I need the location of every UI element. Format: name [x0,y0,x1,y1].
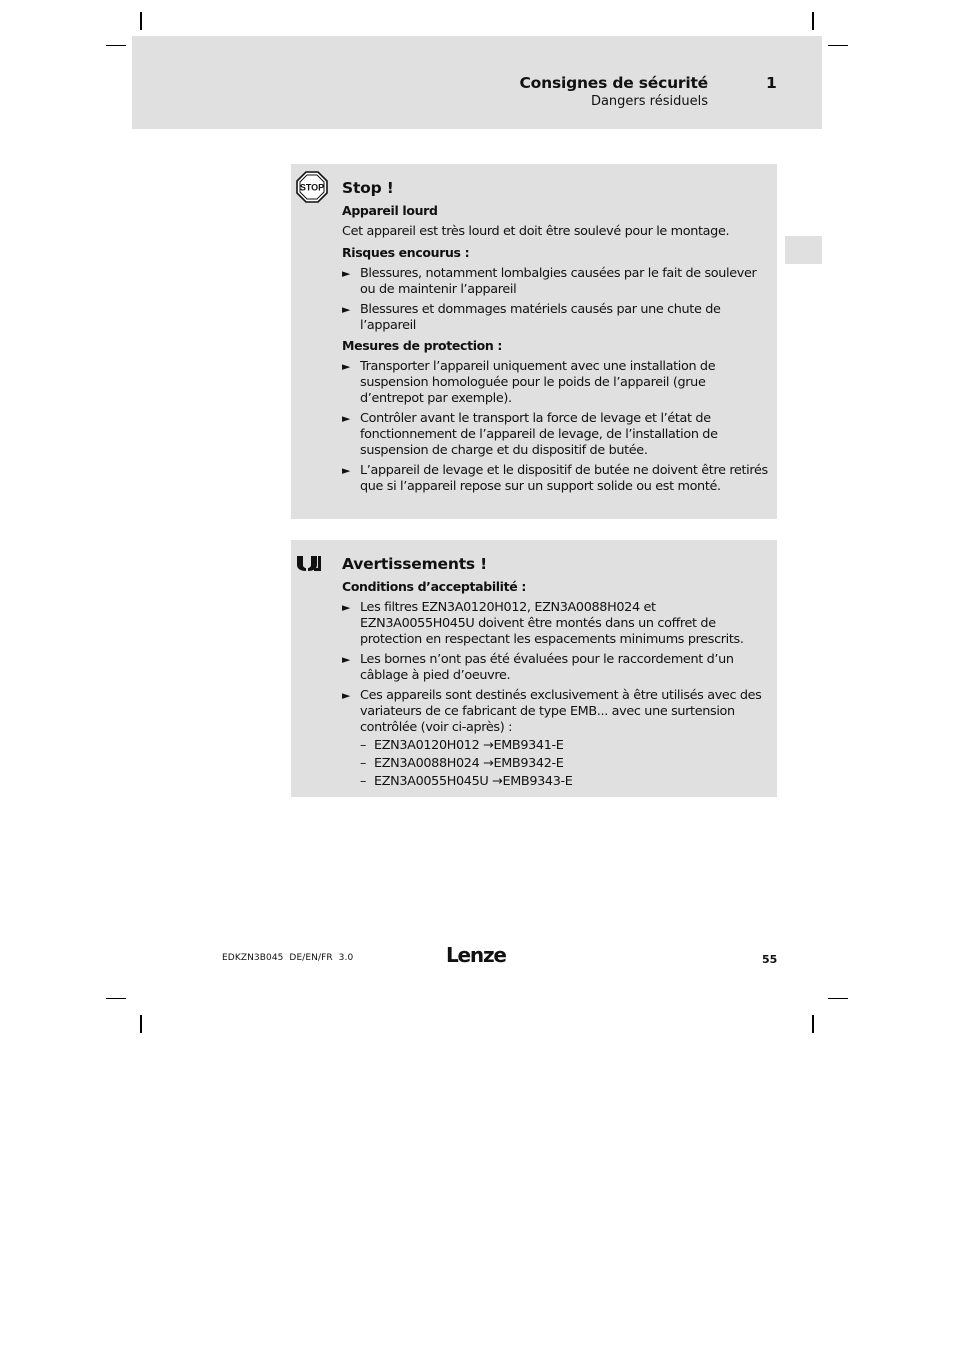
bullet-arrow-icon: ► [342,464,351,477]
list-item: ► Ces appareils sont destinés exclusivement à être utilisés avec des variateurs de ce fabricant de type EMB... avec une surtension contrôlée (voir ci-après) : – EZN3A0120H012 →EMB9341-E – EZN3A0088H024 →EMB9342-E – EZN3A0055H045U →EMB9343-E [342,688,769,790]
bullet-arrow-icon: ► [342,303,351,316]
crop-mark [812,1015,814,1033]
page-number: 55 [762,953,778,966]
bullet-arrow-icon: ► [342,360,351,373]
document-id: EDKZN3B045 DE/EN/FR 3.0 [222,953,354,963]
list-item: – EZN3A0088H024 →EMB9342-E [360,756,564,771]
list-item: ► Les filtres EZN3A0120H012, EZN3A0088H024 et EZN3A0055H045U doivent être montés dans un coffret de protection en respectant les espacements minimums prescrits. [342,600,744,647]
crop-mark [828,998,848,999]
heading-measures: Mesures de protection : [342,338,503,353]
chapter-number: 1 [766,74,777,92]
risk-list [342,266,769,334]
bullet-arrow-icon: ► [342,412,351,425]
lenze-logo: Lenze [446,943,506,967]
mapping-list [360,738,769,790]
list-item: ► Les bornes n’ont pas été évaluées pour le raccordement d’un câblage à pied d’oeuvre. [342,652,734,683]
header-band [132,36,822,129]
chapter-title: Consignes de sécurité [519,74,708,92]
bullet-arrow-icon: ► [342,601,351,614]
condition-list [342,600,769,790]
ul-mark-icon [296,554,322,576]
list-item: – EZN3A0120H012 →EMB9341-E [360,738,564,753]
crop-mark [106,45,126,46]
device-text: Cet appareil est très lourd et doit être soulevé pour le montage. [342,224,730,239]
crop-mark [140,12,142,30]
bullet-arrow-icon: ► [342,689,351,702]
list-item: ► Blessures et dommages matériels causés par une chute de l’appareil [342,302,721,333]
crop-mark [140,1015,142,1033]
stop-sign-icon [296,171,328,207]
crop-mark [828,45,848,46]
bullet-arrow-icon: ► [342,653,351,666]
chapter-thumb-tab [785,236,822,264]
list-item: ► Transporter l’appareil uniquement avec une installation de suspension homologuée pour le poids de l’appareil (grue d’entrepot par exemple). [342,359,716,406]
bullet-arrow-icon: ► [342,267,351,280]
list-item: ► Blessures, notamment lombalgies causées par le fait de soulever ou de maintenir l’appareil [342,266,757,297]
stop-notice-box [291,164,777,519]
list-item: ► L’appareil de levage et le dispositif de butée ne doivent être retirés que si l’appareil repose sur un support solide ou est monté. [342,463,768,494]
heading-conditions: Conditions d’acceptabilité : [342,579,527,594]
heading-device: Appareil lourd [342,203,438,218]
svg-text:STOP: STOP [299,182,325,193]
crop-mark [812,12,814,30]
warning-notice-box [291,540,777,797]
crop-mark [106,998,126,999]
section-title: Dangers résiduels [590,94,708,109]
list-item: – EZN3A0055H045U →EMB9343-E [360,774,573,789]
heading-risks: Risques encourus : [342,245,470,260]
measure-list [342,359,769,495]
list-item: ► Contrôler avant le transport la force de levage et l’état de fonctionnement de l’appareil de levage, de l’installation de suspension de charge et du dispositif de butée. [342,411,718,458]
warning-title: Avertissements ! [342,555,487,573]
stop-title: Stop ! [342,179,394,197]
